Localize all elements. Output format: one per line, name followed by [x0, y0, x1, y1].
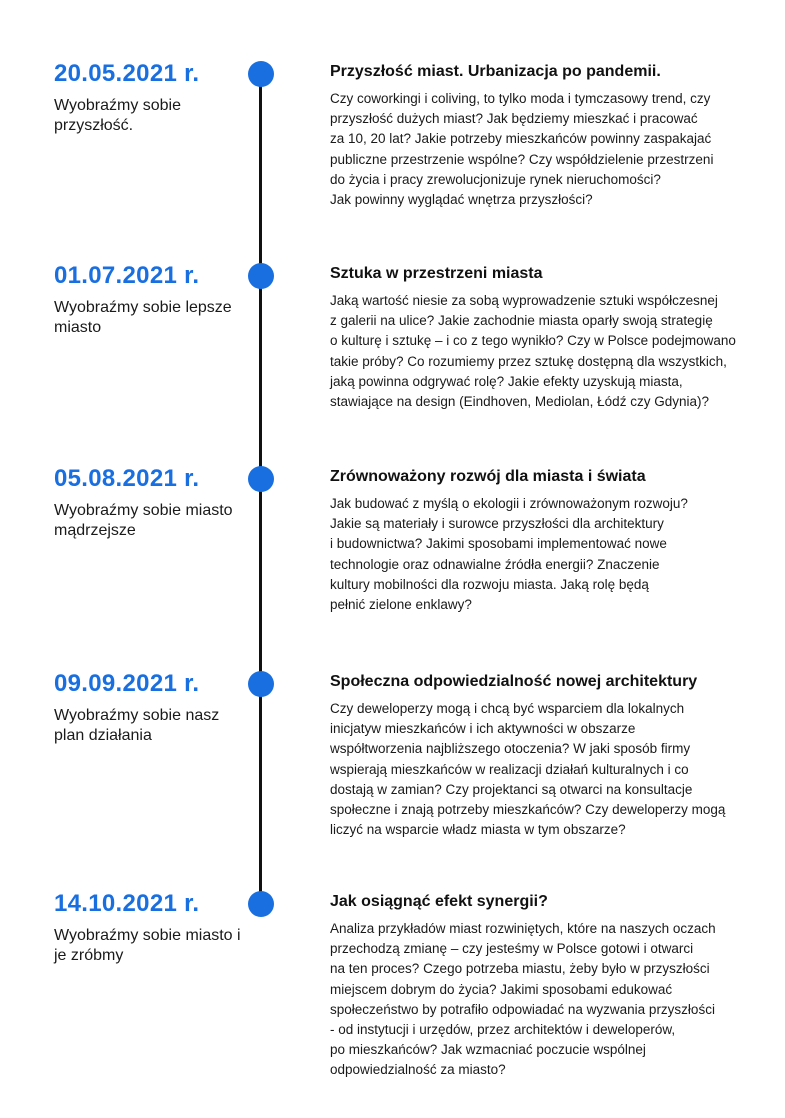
event-date: 05.08.2021 r.: [54, 465, 200, 492]
event-description: [330, 919, 770, 1081]
description-line: współtworzenia najbliższego otoczenia? W jaki sposób firmy: [330, 741, 691, 757]
description-line: dostają w zamian? Czy projektanci są otwarci na konsultacje: [330, 781, 693, 797]
event-title: Zrównoważony rozwój dla miasta i świata: [330, 468, 646, 485]
description-line: z galerii na ulice? Jakie zachodnie miasta oparły swoją strategię: [330, 313, 713, 329]
description-line: Analiza przykładów miast rozwiniętych, które na naszych oczach: [330, 921, 716, 936]
event-description: [330, 291, 770, 412]
event-date: 09.09.2021 r.: [54, 670, 200, 697]
description-line: pełnić zielone enklawy?: [330, 597, 472, 613]
description-line: stawiające na design (Eindhoven, Mediolan, Łódź czy Gdynia)?: [330, 394, 709, 410]
event-title: Sztuka w przestrzeni miasta: [330, 265, 543, 282]
description-line: na ten proces? Czego potrzeba miastu, żeby było w przyszłości: [330, 961, 710, 977]
event-title: Jak osiągnąć efekt synergii?: [330, 893, 548, 910]
description-line: jaką powinna odgrywać rolę? Jakie efekty uzyskują miasta,: [330, 373, 683, 389]
event-title: Przyszłość miast. Urbanizacja po pandemii.: [330, 63, 661, 80]
description-line: publiczne przestrzenie wspólne? Czy współdzielenie przestrzeni: [330, 151, 714, 167]
event-subtitle: Wyobraźmy sobie miasto i je zróbmy: [54, 927, 241, 964]
event-subtitle: Wyobraźmy sobie przyszłość.: [54, 97, 182, 134]
event-date: 01.07.2021 r.: [54, 262, 200, 289]
event-description: [330, 494, 770, 615]
description-line: Jak powinny wyglądać wnętrza przyszłości?: [330, 192, 593, 208]
timeline-dot-icon: [248, 61, 274, 87]
timeline-dot-icon: [248, 466, 274, 492]
timeline-dot-icon: [248, 263, 274, 289]
description-line: społeczeństwo by potrafiło odpowiadać na wyzwania przyszłości: [330, 1001, 715, 1017]
description-line: miejscem dobrym do życia? Jakimi sposobami edukować: [330, 981, 673, 997]
description-line: Jakie są materiały i surowce przyszłości dla architektury: [330, 516, 664, 532]
description-line: takie próby? Co rozumiemy przez sztukę dostępną dla wszystkich,: [330, 353, 727, 369]
description-line: Czy coworkingi i coliving, to tylko moda i tymczasowy trend, czy: [330, 91, 711, 106]
event-date: 20.05.2021 r.: [54, 60, 200, 87]
event-date: 14.10.2021 r.: [54, 890, 200, 917]
description-line: Czy deweloperzy mogą i chcą być wsparciem dla lokalnych: [330, 701, 685, 716]
description-line: przyszłość dużych miast? Jak będziemy mieszkać i pracować: [330, 111, 698, 127]
event-description: [330, 699, 770, 840]
event-subtitle: Wyobraźmy sobie nasz plan działania: [54, 707, 220, 744]
timeline-dot-icon: [248, 671, 274, 697]
description-line: technologie oraz odnawialne źródła energii? Znaczenie: [330, 556, 660, 572]
description-line: Jak budować z myślą o ekologii i zrównoważonym rozwoju?: [330, 496, 688, 511]
description-line: społeczne i znają potrzeby mieszkańców? Czy deweloperzy mogą: [330, 802, 726, 818]
description-line: kultury mobilności dla rozwoju miasta. Jaką rolę będą: [330, 576, 649, 592]
description-line: i budownictwa? Jakimi sposobami implementować nowe: [330, 536, 667, 552]
description-line: liczyć na wsparcie władz miasta w tym obszarze?: [330, 822, 626, 838]
description-line: Jaką wartość niesie za sobą wyprowadzenie sztuki współczesnej: [330, 293, 718, 308]
event-subtitle: Wyobraźmy sobie miasto mądrzejsze: [54, 502, 233, 539]
description-line: przechodzą zmianę – czy jesteśmy w Polsce gotowi i otwarci: [330, 941, 694, 957]
description-line: odpowiedzialność za miasto?: [330, 1062, 506, 1078]
description-line: wspierają mieszkańców w realizacji działań kulturalnych i co: [330, 761, 689, 777]
description-line: inicjatyw mieszkańców i ich aktywności w obszarze: [330, 721, 636, 737]
event-description: [330, 89, 770, 210]
description-line: o kulturę i sztukę – i co z tego wynikło? Czy w Polsce podejmowano: [330, 333, 736, 349]
timeline-dot-icon: [248, 891, 274, 917]
description-line: po mieszkańców? Jak wzmacniać poczucie wspólnej: [330, 1042, 646, 1058]
event-subtitle: Wyobraźmy sobie lepsze miasto: [54, 299, 232, 336]
description-line: - od instytucji i urzędów, przez architektów i deweloperów,: [330, 1022, 676, 1038]
description-line: do życia i pracy zrewolucjonizuje rynek nieruchomości?: [330, 171, 661, 187]
description-line: za 10, 20 lat? Jakie potrzeby mieszkańców powinny zaspakajać: [330, 131, 712, 147]
event-title: Społeczna odpowiedzialność nowej architektury: [330, 673, 698, 690]
